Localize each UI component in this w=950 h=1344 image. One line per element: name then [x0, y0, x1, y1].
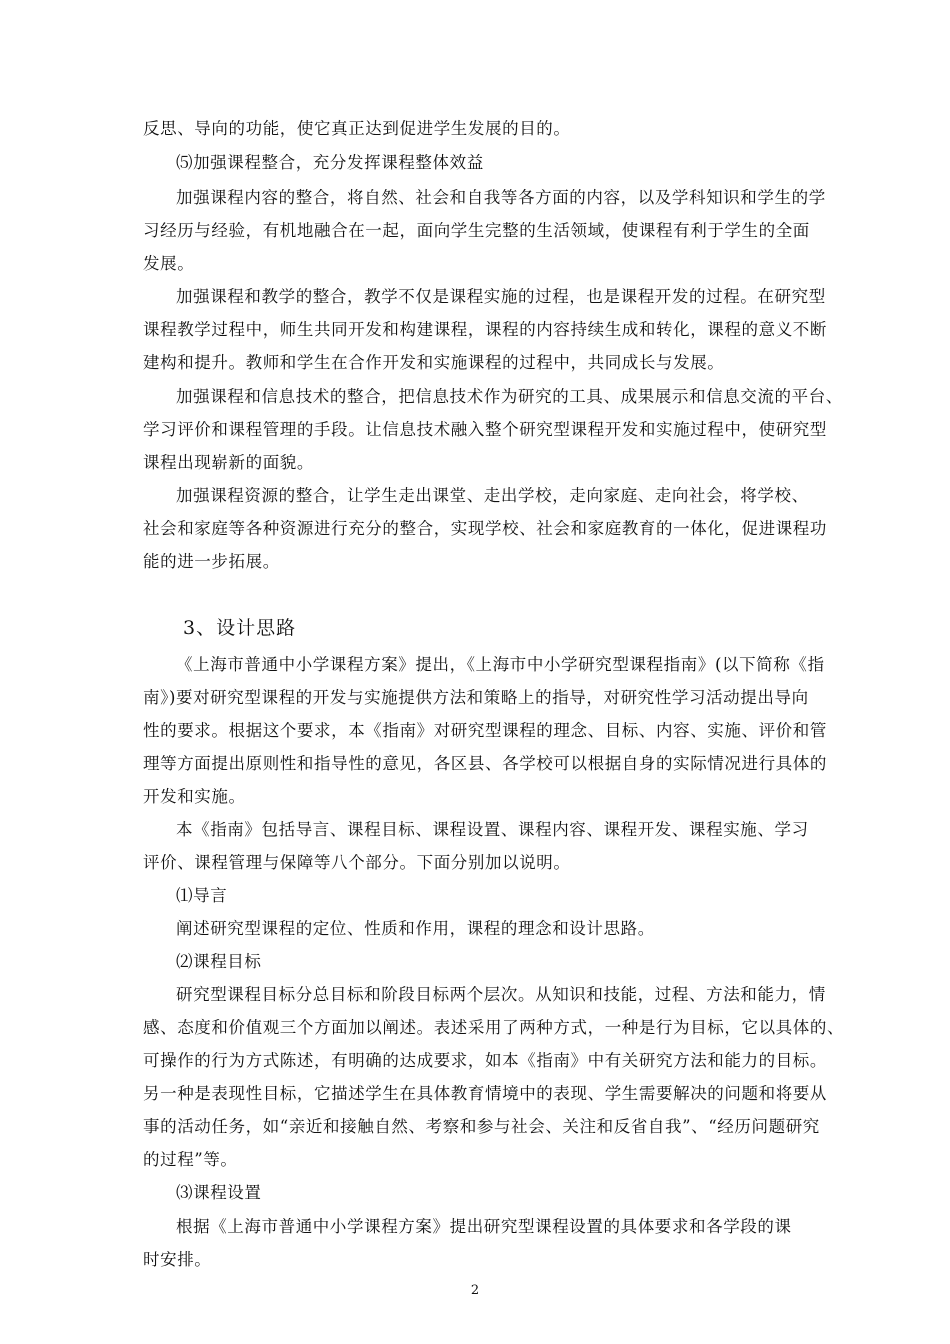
paragraph-line: 阐述研究型课程的定位、性质和作用，课程的理念和设计思路。 [176, 919, 655, 938]
paragraph-line: 反思、导向的功能，使它真正达到促进学生发展的目的。 [143, 119, 571, 138]
subsection-heading: ⑴导言 [176, 886, 228, 905]
paragraph-line: 能的进一步拓展。 [143, 552, 280, 571]
paragraph-line: 建构和提升。教师和学生在合作开发和实施课程的过程中，共同成长与发展。 [143, 353, 725, 372]
paragraph-line: 加强课程内容的整合，将自然、社会和自我等各方面的内容，以及学科知识和学生的学 [176, 188, 826, 207]
paragraph-line: 社会和家庭等各种资源进行充分的整合，实现学校、社会和家庭教育的一体化，促进课程功 [143, 519, 827, 538]
page-number: 2 [470, 1283, 480, 1298]
paragraph-line: 性的要求。根据这个要求，本《指南》对研究型课程的理念、目标、内容、实施、评价和管 [143, 721, 827, 740]
paragraph-line: 研究型课程目标分总目标和阶段目标两个层次。从知识和技能，过程、方法和能力，情 [176, 985, 826, 1004]
paragraph-line: 习经历与经验，有机地融合在一起，面向学生完整的生活领域，使课程有利于学生的全面 [143, 221, 810, 240]
paragraph-line: 开发和实施。 [143, 787, 246, 806]
paragraph-line: 感、态度和价值观三个方面加以阐述。表述采用了两种方式，一种是行为目标，它以具体的、 [143, 1018, 845, 1037]
paragraph-line: 南》)要对研究型课程的开发与实施提供方法和策略上的指导，对研究性学习活动提出导向 [143, 688, 809, 707]
paragraph-line: 课程教学过程中，师生共同开发和构建课程，课程的内容持续生成和转化，课程的意义不断 [143, 320, 827, 339]
paragraph-line: 可操作的行为方式陈述，有明确的达成要求，如本《指南》中有关研究方法和能力的目标。 [143, 1051, 827, 1070]
paragraph-line: 理等方面提出原则性和指导性的意见，各区县、各学校可以根据自身的实际情况进行具体的 [143, 754, 827, 773]
paragraph-line: 课程出现崭新的面貌。 [143, 453, 314, 472]
paragraph-line: 加强课程和信息技术的整合，把信息技术作为研究的工具、成果展示和信息交流的平台、 [176, 387, 843, 406]
paragraph-line: 学习评价和课程管理的手段。让信息技术融入整个研究型课程开发和实施过程中，使研究型 [143, 420, 827, 439]
subsection-heading: ⑶课程设置 [176, 1183, 262, 1202]
section-heading: 3、设计思路 [183, 617, 297, 639]
paragraph-line: 另一种是表现性目标，它描述学生在具体教育情境中的表现、学生需要解决的问题和将要从 [143, 1084, 827, 1103]
paragraph-line: 本《指南》包括导言、课程目标、课程设置、课程内容、课程开发、课程实施、学习 [176, 820, 809, 839]
paragraph-line: 加强课程和教学的整合，教学不仅是课程实施的过程，也是课程开发的过程。在研究型 [176, 287, 826, 306]
paragraph-line: 加强课程资源的整合，让学生走出课堂、走出学校，走向家庭、走向社会，将学校、 [176, 486, 809, 505]
paragraph-line: 《上海市普通中小学课程方案》提出，《上海市中小学研究型课程指南》(以下简称《指 [176, 655, 825, 674]
subsection-heading: ⑵课程目标 [176, 952, 262, 971]
paragraph-line: 事的活动任务，如“亲近和接触自然、考察和参与社会、关注和反省自我”、“经历问题研究 [143, 1117, 820, 1136]
paragraph-line: 发展。 [143, 254, 195, 273]
paragraph-line: 时安排。 [143, 1250, 212, 1269]
paragraph-line: 评价、课程管理与保障等八个部分。下面分别加以说明。 [143, 853, 571, 872]
paragraph-line: 的过程”等。 [143, 1150, 238, 1169]
subsection-heading: ⑸加强课程整合，充分发挥课程整体效益 [176, 153, 484, 172]
paragraph-line: 根据《上海市普通中小学课程方案》提出研究型课程设置的具体要求和各学段的课 [176, 1217, 792, 1236]
